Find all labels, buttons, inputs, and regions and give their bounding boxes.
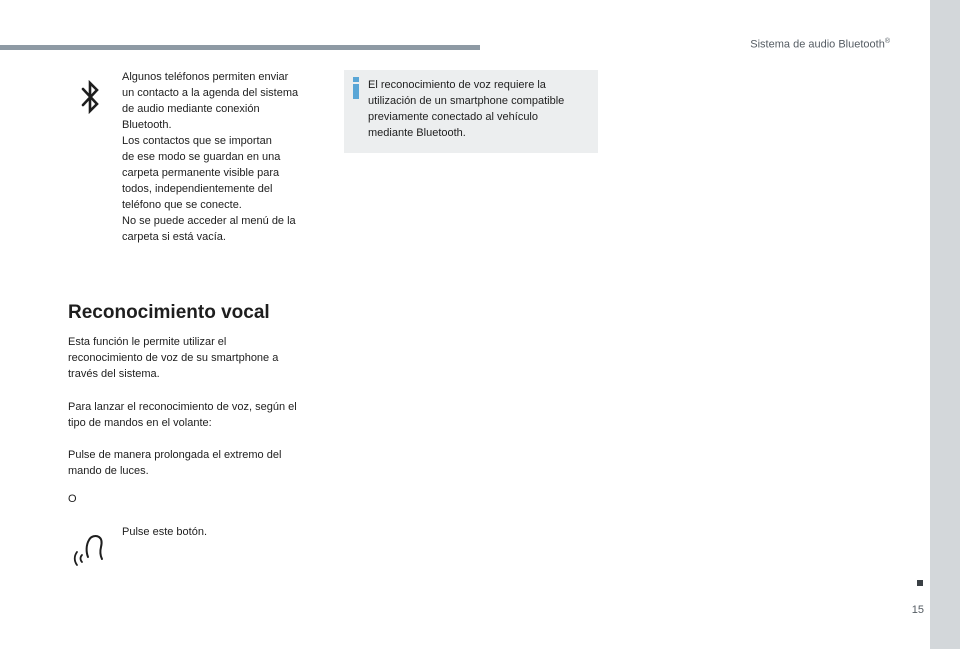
intro-paragraph: Esta función le permite utilizar el reconocimiento de voz de su smartphone a través del sistema. — [68, 336, 279, 380]
side-band — [930, 0, 960, 649]
light-stalk-paragraph: Pulse de manera prolongada el extremo del mando de luces. — [68, 449, 282, 477]
bluetooth-icon — [78, 80, 102, 114]
button-instruction: Pulse este botón. — [122, 526, 208, 538]
section-heading: Reconocimiento vocal — [68, 302, 270, 323]
or-text: O — [68, 493, 77, 505]
page-marker — [917, 580, 923, 586]
header-rule — [0, 45, 480, 50]
instructions-paragraph: Para lanzar el reconocimiento de voz, según el tipo de mandos en el volante: — [68, 401, 297, 429]
info-box-text: El reconocimiento de voz requiere la utilización de un smartphone compatible previamente conectado al vehículo mediante Bluetooth. — [368, 79, 565, 139]
bluetooth-note-text: Algunos teléfonos permiten enviar un contacto a la agenda del sistema de audio mediante conexión Bluetooth. Los contactos que se importan de ese modo se guardan en una carpeta permanente visible para todos, independientemente del teléfono que se conecte. No se puede acceder al menú de la carpeta si está vacía. — [122, 71, 299, 243]
info-icon — [352, 77, 360, 99]
page-number: 15 — [911, 604, 924, 616]
voice-command-button-icon — [72, 531, 108, 567]
chapter-title: Sistema de audio Bluetooth® — [750, 38, 890, 51]
